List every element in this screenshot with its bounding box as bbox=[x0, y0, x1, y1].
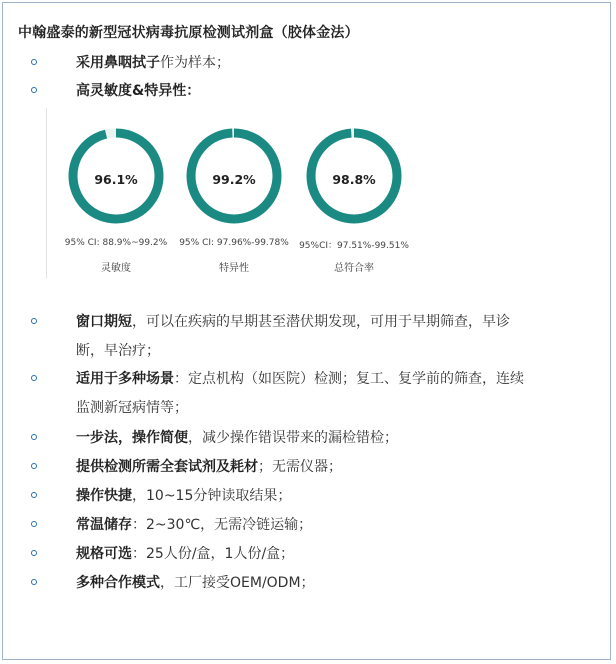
list-item-rest: ：2~30℃，无需冷链运输； bbox=[132, 517, 313, 533]
list-item-rest: ，10~15分钟读取结果； bbox=[132, 488, 292, 504]
gauge-ci: 95% CI: 97.96%-99.78% bbox=[179, 238, 289, 248]
bullet-circle-icon bbox=[31, 375, 37, 381]
list-item-feature bbox=[0, 543, 600, 565]
gauge-label: 特异性 bbox=[219, 263, 249, 274]
list-item-sensitivity bbox=[0, 80, 600, 102]
list-item-rest: ，减少操作错误带来的漏检错检； bbox=[188, 430, 398, 446]
bullet-circle-icon bbox=[31, 579, 37, 585]
gauge-ci: 95%CI：97.51%-99.51% bbox=[299, 241, 409, 251]
list-item-feature bbox=[0, 456, 600, 478]
gauge-value: 98.8% bbox=[332, 172, 376, 187]
list-item-text bbox=[76, 485, 291, 507]
list-item-feature bbox=[0, 427, 600, 449]
list-item-text bbox=[76, 543, 294, 565]
list-item-bold: 采用鼻咽拭子 bbox=[76, 55, 160, 71]
list-item-text bbox=[76, 368, 524, 390]
bullet-circle-icon bbox=[31, 521, 37, 527]
list-item-continuation: 断，早治疗； bbox=[76, 343, 160, 359]
list-item-bold: 操作快捷 bbox=[76, 488, 132, 504]
list-item-rest: ，可以在疾病的早期甚至潜伏期发现，可用于早期筛查，早诊 bbox=[132, 314, 510, 330]
list-item-rest: ：25人份/盒，1人份/盒； bbox=[132, 546, 295, 562]
list-item-bold: 高灵敏度&特异性： bbox=[76, 83, 201, 99]
list-item-text bbox=[76, 514, 312, 536]
list-item-sample bbox=[0, 52, 600, 74]
page-title: 中翰盛泰的新型冠状病毒抗原检测试剂盒（胶体金法） bbox=[18, 25, 359, 41]
gauge-label: 灵敏度 bbox=[101, 263, 131, 274]
list-item-text bbox=[76, 311, 510, 333]
list-item-bold: 多种合作模式 bbox=[76, 575, 160, 591]
bullet-circle-icon bbox=[31, 492, 37, 498]
bullet-circle-icon bbox=[31, 550, 37, 556]
list-item-text bbox=[76, 456, 342, 478]
list-item-text bbox=[76, 572, 315, 594]
gauge-value: 96.1% bbox=[94, 172, 138, 187]
list-item-text bbox=[76, 80, 200, 102]
list-item-feature bbox=[0, 514, 600, 536]
list-item-feature bbox=[0, 572, 600, 594]
gauge-ci: 95% CI: 88.9%~99.2% bbox=[64, 238, 168, 248]
bullet-circle-icon bbox=[31, 434, 37, 440]
performance-gauges bbox=[46, 108, 427, 278]
list-item-feature bbox=[0, 311, 600, 333]
list-item-bold: 窗口期短 bbox=[76, 314, 132, 330]
list-item-feature bbox=[0, 485, 600, 507]
list-item-rest: ；无需仪器； bbox=[258, 459, 342, 475]
list-item-bold: 提供检测所需全套试剂及耗材 bbox=[76, 459, 258, 475]
gauge-sensitivity bbox=[61, 128, 171, 278]
bullet-circle-icon bbox=[31, 87, 37, 93]
list-item-rest: ：定点机构（如医院）检测；复工、复学前的筛查，连续 bbox=[174, 371, 524, 387]
bullet-circle-icon bbox=[31, 318, 37, 324]
list-item-continuation: 监测新冠病情等； bbox=[76, 400, 188, 416]
list-item-bold: 常温储存 bbox=[76, 517, 132, 533]
list-item-bold: 适用于多种场景 bbox=[76, 371, 174, 387]
gauge-label: 总符合率 bbox=[334, 263, 374, 274]
list-item-text bbox=[76, 52, 230, 74]
gauge-total-agreement bbox=[299, 128, 409, 278]
bullet-circle-icon bbox=[31, 59, 37, 65]
gauge-value: 99.2% bbox=[212, 172, 256, 187]
list-item-bold: 规格可选 bbox=[76, 546, 132, 562]
list-item-rest: 作为样本； bbox=[160, 55, 230, 71]
list-item-rest: ，工厂接受OEM/ODM； bbox=[160, 575, 315, 591]
bullet-circle-icon bbox=[31, 463, 37, 469]
gauge-specificity bbox=[179, 128, 289, 278]
list-item-text bbox=[76, 427, 398, 449]
list-item-bold: 一步法，操作简便 bbox=[76, 430, 188, 446]
list-item-feature bbox=[0, 368, 600, 390]
